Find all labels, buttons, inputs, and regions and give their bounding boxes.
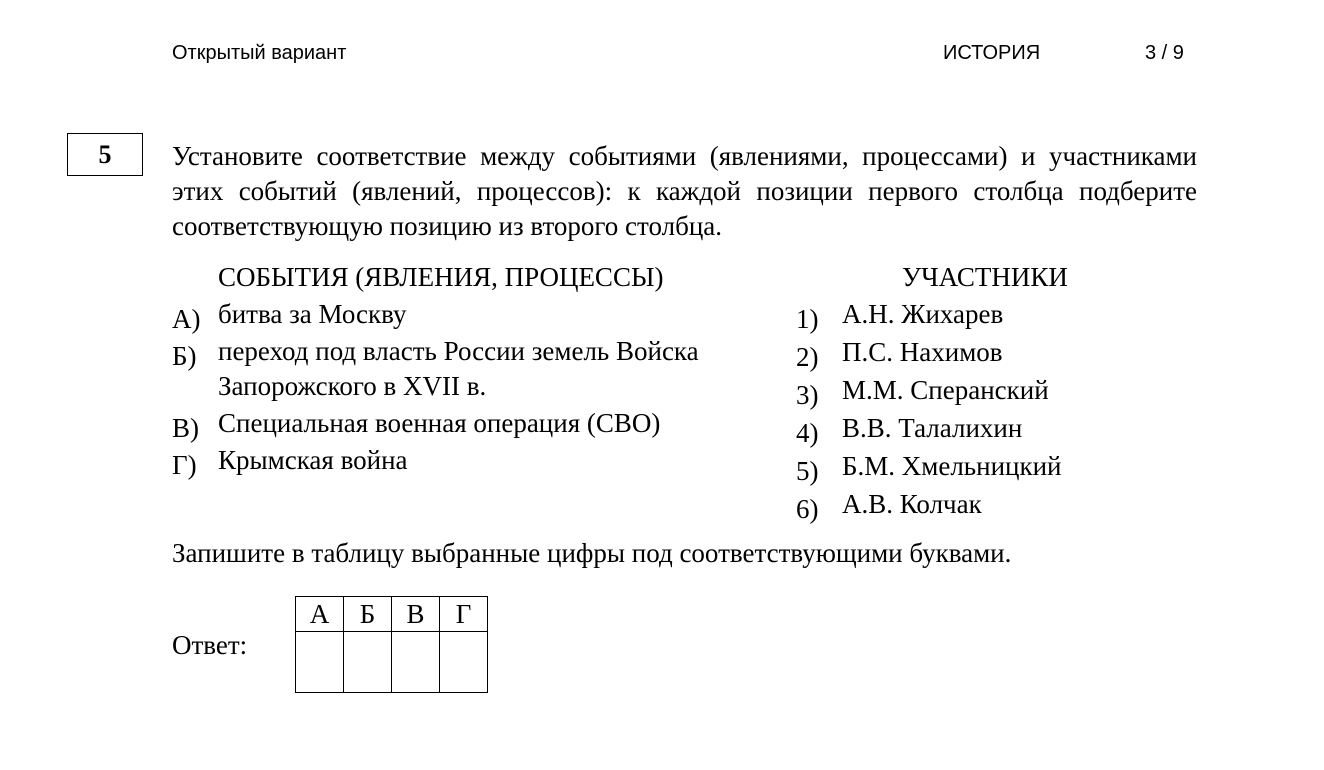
list-item	[796, 487, 1176, 522]
answer-header-row	[296, 597, 488, 632]
list-item-marker: 1)	[796, 304, 819, 334]
list-item	[172, 297, 732, 332]
list-item	[172, 334, 732, 404]
list-item	[796, 373, 1176, 408]
answer-column-b: Б	[344, 597, 392, 632]
list-item-text: битва за Москву	[218, 299, 407, 329]
list-item-marker: 6)	[796, 494, 819, 524]
answer-cell-v[interactable]	[392, 632, 440, 693]
header-variant: Открытый вариант	[172, 42, 347, 64]
list-item-text: А.В. Колчак	[842, 489, 982, 519]
list-item	[172, 443, 732, 478]
participants-list	[796, 297, 1176, 525]
participants-heading: УЧАСТНИКИ	[902, 262, 1068, 292]
header-subject: ИСТОРИЯ	[943, 42, 1041, 64]
task-number-box: 5	[67, 133, 143, 176]
answer-input-row	[296, 632, 488, 693]
answer-cell-g[interactable]	[440, 632, 488, 693]
write-instruction: Запишите в таблицу выбранные цифры под соответствующими буквами.	[172, 538, 1012, 568]
list-item	[796, 335, 1176, 370]
task-instruction: Установите соответствие между событиями (явлениями, процессами) и участниками этих событий (явлений, процессов): к каждой позиции первого столбца подберите соответствующую позицию из второго столбца.	[172, 141, 1197, 241]
events-list	[172, 297, 732, 480]
list-item-marker: В)	[172, 413, 199, 443]
answer-table	[295, 596, 488, 693]
list-item-text: М.М. Сперанский	[842, 375, 1049, 405]
list-item-text: П.С. Нахимов	[842, 337, 1003, 367]
list-item-text: В.В. Талалихин	[842, 413, 1023, 443]
list-item	[796, 411, 1176, 446]
list-item-marker: 5)	[796, 456, 819, 486]
list-item-text: А.Н. Жихарев	[842, 299, 1004, 329]
answer-cell-b[interactable]	[344, 632, 392, 693]
list-item	[172, 406, 732, 441]
list-item-marker: А)	[172, 304, 201, 334]
answer-label: Ответ:	[172, 630, 248, 660]
answer-column-v: В	[392, 597, 440, 632]
list-item	[796, 449, 1176, 484]
list-item-marker: 4)	[796, 418, 819, 448]
list-item-text: Крымская война	[218, 445, 408, 475]
answer-cell-a[interactable]	[296, 632, 344, 693]
list-item-marker: 2)	[796, 342, 819, 372]
list-item-text: переход под власть России земель Войска Запорожского в XVII в.	[218, 336, 699, 401]
list-item	[796, 297, 1176, 332]
page-number: 3 / 9	[1145, 42, 1184, 64]
answer-column-a: А	[296, 597, 344, 632]
list-item-marker: Г)	[172, 450, 197, 480]
list-item-marker: 3)	[796, 380, 819, 410]
events-heading: СОБЫТИЯ (ЯВЛЕНИЯ, ПРОЦЕССЫ)	[218, 262, 664, 292]
list-item-marker: Б)	[172, 341, 197, 371]
list-item-text: Специальная военная операция (СВО)	[218, 408, 661, 438]
answer-column-g: Г	[440, 597, 488, 632]
list-item-text: Б.М. Хмельницкий	[842, 451, 1062, 481]
